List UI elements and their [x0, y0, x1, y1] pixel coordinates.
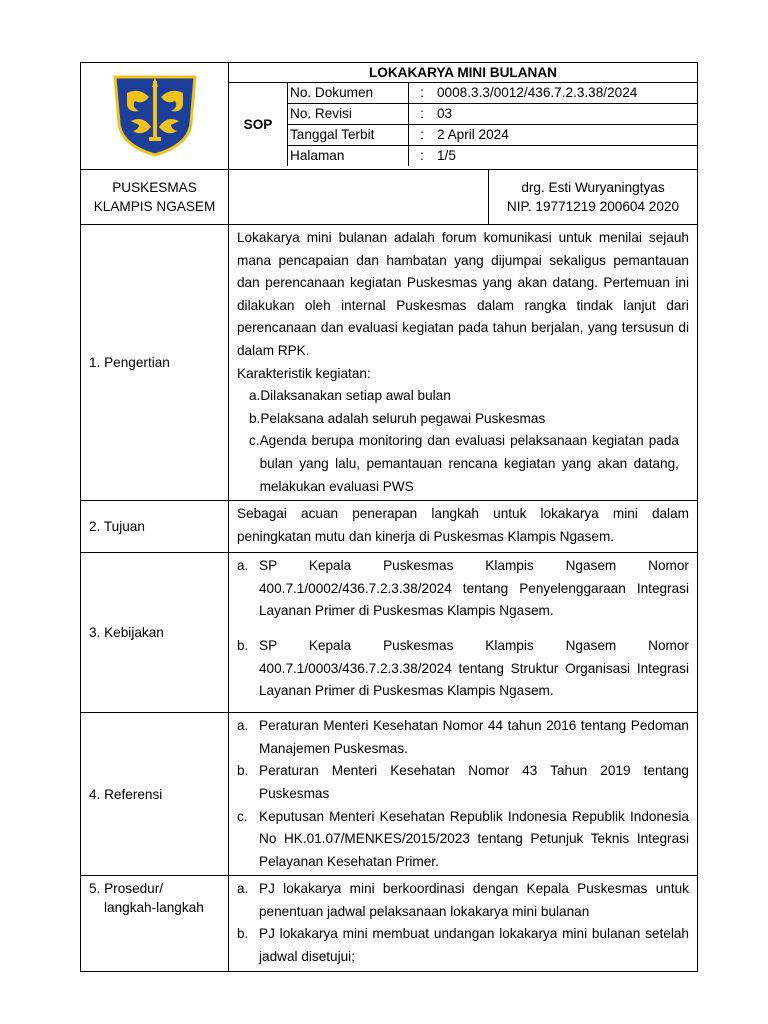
karakteristik-list — [237, 385, 689, 498]
pengertian-paragraph: Lokakarya mini bulanan adalah forum komunikasi untuk menilai sejauh mana pencapaian dan hambatan yang dijumpai sekaligus pemantauan dan perencanaan kegiatan Puskesmas yang akan datang. Pertemuan ini dilakukan oleh internal Puskesmas dalam rangka tindak lanjut dari perencanaan dan evaluasi kegiatan pada tahun berjalan, yang tersusun di dalam RPK. — [237, 230, 689, 358]
section-body-tujuan — [229, 501, 698, 553]
sop-table — [80, 62, 698, 972]
meta-value: 0008.3.3/0012/436.7.2.3.38/2024 — [435, 83, 697, 104]
list-item: b. SP Kepala Puskesmas Klampis Ngasem Nomor 400.7.1/0003/436.7.2.3.38/2024 tentang Struktur Organisasi Integrasi Layanan Primer di Puskesmas Klampis Ngasem. — [237, 637, 689, 699]
meta-row-issue-date — [288, 125, 697, 146]
org-line-1: PUSKESMAS — [112, 180, 197, 195]
header-right — [229, 63, 698, 170]
meta-label: Tanggal Terbit — [288, 125, 409, 146]
meta-row-doc-number — [288, 83, 697, 104]
logo-cell — [81, 63, 229, 170]
section-body-pengertian — [229, 225, 698, 501]
prosedur-label-line-2: langkah-langkah — [104, 900, 204, 916]
list-item: a. Dilaksanakan setiap awal bulan — [249, 388, 451, 404]
signer-nip: NIP. 19771219 200604 2020 — [506, 199, 680, 214]
meta-value: 03 — [435, 104, 697, 125]
meta-table — [288, 83, 697, 166]
section-body-kebijakan — [229, 553, 698, 713]
meta-row-revision — [288, 104, 697, 125]
meta-value: 2 April 2024 — [435, 125, 697, 146]
signer-name: drg. Esti Wuryaningtyas — [521, 180, 665, 195]
list-item: a. PJ lokakarya mini berkoordinasi dengan Kepala Puskesmas untuk penentuan jadwal pelaksanaan lokakarya mini bulanan — [237, 881, 689, 919]
section-label-prosedur — [81, 876, 229, 971]
section-label-tujuan: 2. Tujuan — [81, 501, 229, 553]
section-label-pengertian: 1. Pengertian — [81, 225, 229, 501]
org-line-2: KLAMPIS NGASEM — [93, 199, 216, 214]
surabaya-city-emblem-icon — [109, 71, 201, 159]
sop-label: SOP — [229, 83, 288, 166]
tujuan-paragraph: Sebagai acuan penerapan langkah untuk lokakarya mini dalam peningkatan mutu dan kinerja di Puskesmas Klampis Ngasem. — [237, 506, 689, 544]
signer-block — [489, 170, 698, 225]
list-item: a. SP Kepala Puskesmas Klampis Ngasem Nomor 400.7.1/0002/436.7.2.3.38/2024 tentang Penyelenggaraan Integrasi Layanan Primer di Puskesmas Klampis Ngasem. — [237, 558, 689, 619]
section-label-kebijakan: 3. Kebijakan — [81, 553, 229, 713]
meta-label: Halaman — [288, 146, 409, 167]
signature-space — [229, 170, 489, 225]
sop-document — [80, 62, 697, 972]
meta-value: 1/5 — [437, 148, 456, 163]
document-title: LOKAKARYA MINI BULANAN — [229, 63, 697, 83]
meta-label: No. Dokumen — [288, 83, 409, 104]
sop-meta-block — [229, 83, 697, 166]
meta-colon: : — [409, 104, 436, 125]
meta-label: No. Revisi — [288, 104, 409, 125]
karakteristik-heading: Karakteristik kegiatan: — [237, 365, 371, 381]
list-item: b. Peraturan Menteri Kesehatan Nomor 43 Tahun 2019 tentang Puskesmas — [237, 763, 689, 801]
section-body-referensi — [229, 713, 698, 876]
meta-colon: : — [409, 125, 436, 146]
list-item: b. PJ lokakarya mini membuat undangan lokakarya mini bulanan setelah jadwal disetujui; — [237, 926, 689, 965]
list-item: c. Agenda berupa monitoring dan evaluasi pelaksanaan kegiatan pada bulan yang lalu, pemantauan rencana kegiatan yang akan datang, melakukan evaluasi PWS — [249, 433, 679, 494]
list-item: c. Keputusan Menteri Kesehatan Republik Indonesia Republik Indonesia No HK.01.07/MENKES/2015/2023 tentang Petunjuk Teknis Integrasi Pelayanan Kesehatan Primer. — [237, 808, 689, 869]
meta-row-page — [288, 146, 697, 167]
list-item: a. Peraturan Menteri Kesehatan Nomor 44 tahun 2016 tentang Pedoman Manajemen Puskesmas. — [237, 718, 689, 756]
meta-colon: : — [409, 83, 436, 104]
prosedur-label-line-1: 5. Prosedur/ — [89, 881, 164, 897]
section-label-referensi: 4. Referensi — [81, 713, 229, 876]
organization-name — [81, 170, 229, 225]
meta-colon: : — [420, 148, 424, 163]
section-body-prosedur — [229, 876, 698, 971]
list-item: b. Pelaksana adalah seluruh pegawai Puskesmas — [249, 410, 546, 426]
spacer — [237, 623, 689, 635]
